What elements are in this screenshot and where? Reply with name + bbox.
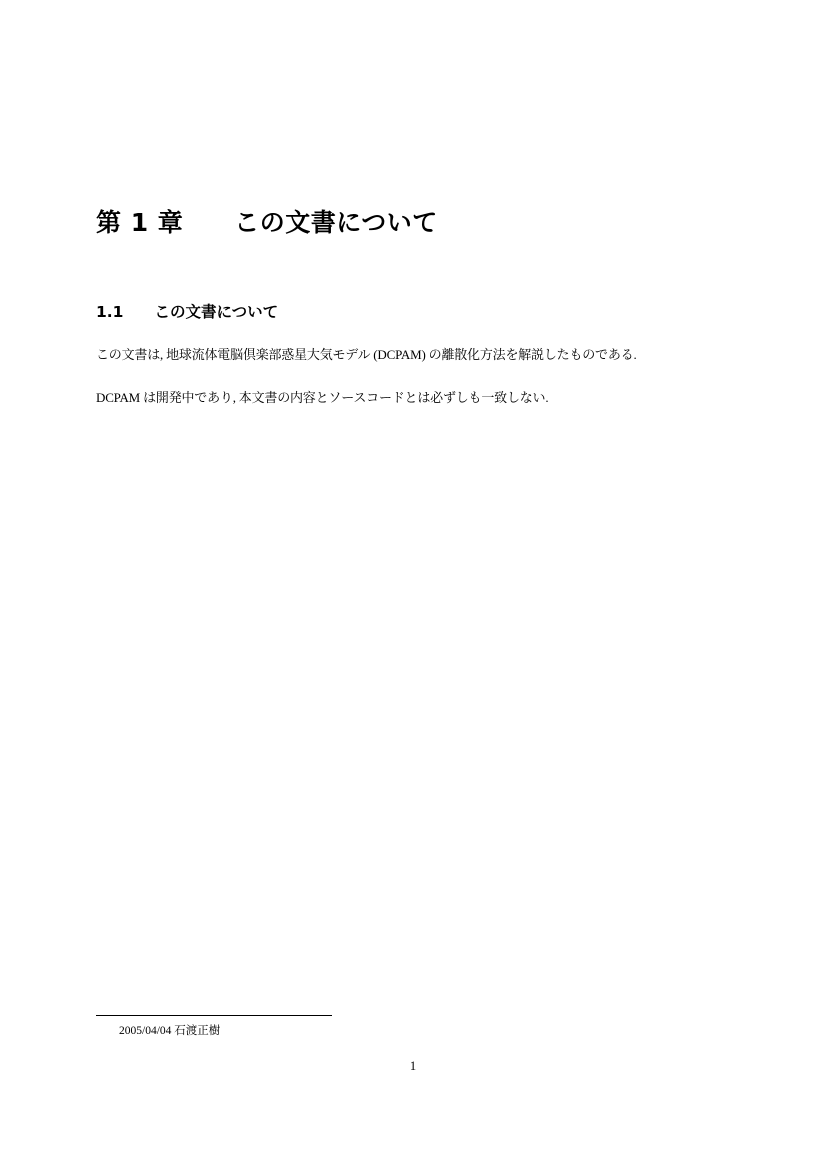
- chapter-title: 第 1 章 この文書について: [96, 207, 438, 237]
- footnote-separator: [96, 1015, 332, 1016]
- page-number: 1: [409, 1059, 417, 1073]
- section-heading: 1.1 この文書について: [96, 302, 279, 321]
- footnote-text: 2005/04/04 石渡正樹: [119, 1025, 221, 1037]
- body-paragraph: DCPAM は開発中であり, 本文書の内容とソースコードとは必ずしも一致しない.: [96, 390, 549, 405]
- body-paragraph: この文書は, 地球流体電脳倶楽部惑星大気モデル (DCPAM) の離散化方法を解説したものである.: [96, 347, 637, 362]
